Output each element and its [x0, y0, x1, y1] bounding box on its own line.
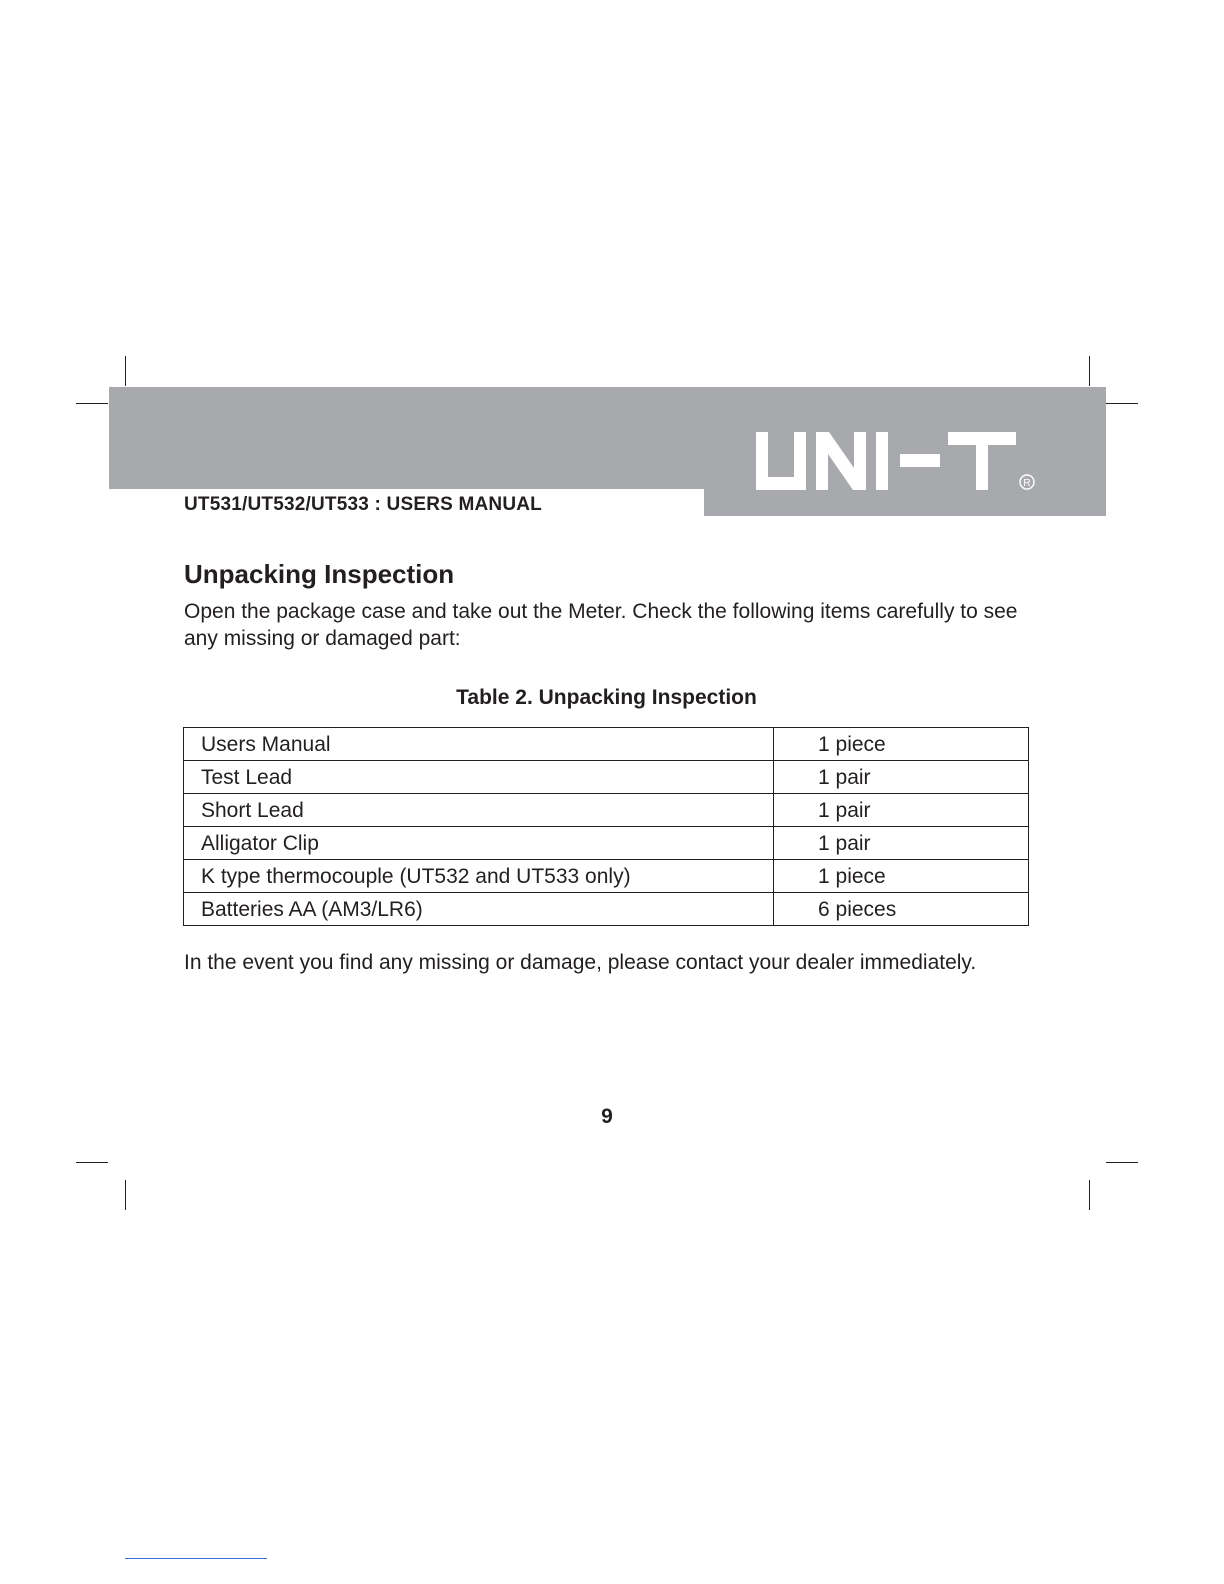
svg-text:R: R	[1023, 478, 1031, 489]
table-row	[184, 728, 1029, 761]
uni-t-logo	[754, 430, 1044, 494]
page-number: 9	[601, 1105, 613, 1128]
item-cell: Users Manual	[184, 728, 774, 761]
crop-mark-bottom-left-horizontal	[76, 1162, 108, 1163]
quantity-cell: 1 piece	[774, 728, 1029, 761]
crop-mark-top-left-vertical	[125, 356, 126, 386]
item-cell: Short Lead	[184, 794, 774, 827]
unpacking-table	[183, 727, 1029, 926]
table-row	[184, 860, 1029, 893]
quantity-cell: 1 pair	[774, 794, 1029, 827]
quantity-cell: 6 pieces	[774, 893, 1029, 926]
quantity-cell: 1 piece	[774, 860, 1029, 893]
item-cell: Test Lead	[184, 761, 774, 794]
intro-paragraph: Open the package case and take out the Meter. Check the following items carefully to see any missing or damaged part:	[184, 600, 1018, 650]
crop-mark-top-right-horizontal	[1106, 403, 1138, 404]
quantity-cell: 1 pair	[774, 827, 1029, 860]
table-row	[184, 794, 1029, 827]
link-underline[interactable]	[125, 1558, 267, 1559]
quantity-cell: 1 pair	[774, 761, 1029, 794]
section-heading: Unpacking Inspection	[184, 559, 455, 589]
table-row	[184, 893, 1029, 926]
item-cell: Batteries AA (AM3/LR6)	[184, 893, 774, 926]
table-row	[184, 827, 1029, 860]
crop-mark-top-left-horizontal	[76, 403, 108, 404]
crop-mark-bottom-left-vertical	[125, 1180, 126, 1210]
table-row	[184, 761, 1029, 794]
table-caption: Table 2. Unpacking Inspection	[456, 686, 757, 709]
crop-mark-bottom-right-horizontal	[1106, 1162, 1138, 1163]
closing-note: In the event you find any missing or damage, please contact your dealer immediately.	[184, 951, 977, 974]
manual-title: UT531/UT532/UT533 : USERS MANUAL	[184, 494, 542, 515]
crop-mark-top-right-vertical	[1089, 356, 1090, 386]
item-cell: Alligator Clip	[184, 827, 774, 860]
item-cell: K type thermocouple (UT532 and UT533 only)	[184, 860, 774, 893]
crop-mark-bottom-right-vertical	[1089, 1180, 1090, 1210]
